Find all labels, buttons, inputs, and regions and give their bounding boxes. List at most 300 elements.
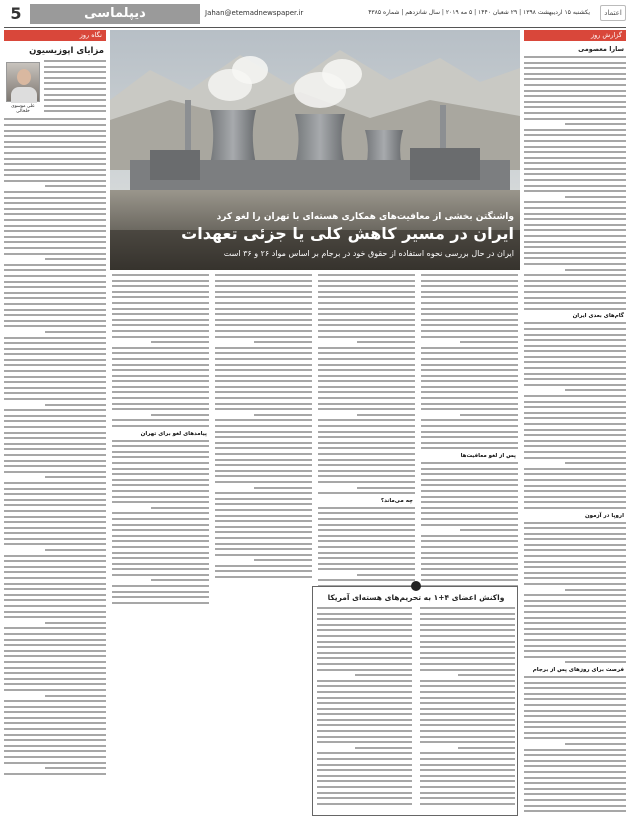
text-line [317, 635, 412, 637]
text-line [317, 607, 412, 609]
text-line [215, 369, 312, 371]
text-line [4, 130, 106, 132]
text-line [44, 60, 106, 62]
text-line [112, 496, 209, 498]
text-line [420, 724, 515, 726]
text-line [458, 747, 515, 749]
text-line [524, 429, 626, 431]
text-line [318, 447, 415, 449]
text-line [318, 347, 415, 349]
text-line [4, 560, 106, 562]
text-line [524, 583, 626, 585]
text-line [420, 629, 515, 631]
text-line [524, 760, 626, 762]
text-line [4, 174, 106, 176]
text-line [524, 527, 626, 529]
text-line [317, 758, 412, 760]
text-line [421, 557, 518, 559]
text-line [4, 320, 106, 322]
text-line [317, 803, 412, 805]
text-line [215, 324, 312, 326]
text-line [420, 764, 515, 766]
text-line [45, 258, 106, 260]
text-line [318, 419, 415, 421]
text-line [112, 479, 209, 481]
text-line [112, 557, 209, 559]
text-line [4, 471, 106, 473]
text-line [357, 574, 415, 576]
text-line [420, 786, 515, 788]
report-column [524, 44, 626, 816]
text-line [112, 369, 209, 371]
text-line [524, 656, 626, 658]
text-line [4, 532, 106, 534]
text-line [4, 364, 106, 366]
text-line [524, 788, 626, 790]
text-line [317, 786, 412, 788]
text-line [524, 140, 626, 142]
text-line [420, 713, 515, 715]
text-line [524, 101, 626, 103]
text-line [524, 628, 626, 630]
text-line [4, 180, 106, 182]
text-line [4, 253, 106, 255]
text-line [524, 522, 626, 524]
text-line [4, 566, 106, 568]
reactions-box [312, 586, 518, 816]
text-line [421, 552, 518, 554]
text-line [4, 700, 106, 702]
text-line [215, 431, 312, 433]
text-line [112, 280, 209, 282]
text-line [524, 417, 626, 419]
text-line [4, 281, 106, 283]
text-line [524, 291, 626, 293]
text-line [112, 375, 209, 377]
text-line [318, 518, 415, 520]
text-line [4, 437, 106, 439]
text-line [317, 713, 412, 715]
text-line [524, 682, 626, 684]
text-line [112, 445, 209, 447]
text-line [524, 179, 626, 181]
text-line [318, 568, 415, 570]
text-line [421, 579, 518, 581]
text-line [524, 84, 626, 86]
text-line [215, 347, 312, 349]
text-line [421, 425, 518, 427]
text-line [318, 274, 415, 276]
text-line [112, 574, 209, 576]
text-line [317, 792, 412, 794]
text-line [524, 280, 626, 282]
text-line [112, 336, 209, 338]
text-line [421, 484, 518, 486]
text-line [524, 676, 626, 678]
text-line [317, 669, 412, 671]
text-line [4, 639, 106, 641]
text-line [4, 661, 106, 663]
text-line [4, 510, 106, 512]
text-line [318, 431, 415, 433]
text-line [421, 285, 518, 287]
text-line [524, 112, 626, 114]
text-line [112, 451, 209, 453]
text-line [254, 341, 312, 343]
report-text-3 [524, 522, 626, 664]
text-line [215, 464, 312, 466]
text-line [317, 685, 412, 687]
text-line [421, 507, 518, 509]
article-subhead-3: پیامدهای لغو برای تهران [140, 430, 207, 437]
text-line [317, 652, 412, 654]
text-line [421, 501, 518, 503]
text-line [215, 386, 312, 388]
text-line [524, 106, 626, 108]
report-subhead-3: فرصت برای روزهای پس از برجام [532, 666, 624, 673]
text-line [524, 285, 626, 287]
text-line [318, 540, 415, 542]
text-line [215, 380, 312, 382]
text-line [4, 460, 106, 462]
opinion-text-body [4, 118, 106, 774]
text-line [4, 482, 106, 484]
text-line [317, 624, 412, 626]
text-line [45, 695, 106, 697]
text-line [421, 369, 518, 371]
text-line [318, 336, 415, 338]
text-line [420, 803, 515, 805]
text-line [421, 462, 518, 464]
text-line [112, 568, 209, 570]
text-line [4, 163, 106, 165]
text-line [420, 641, 515, 643]
text-line [524, 566, 626, 568]
text-line [460, 414, 518, 416]
text-line [318, 546, 415, 548]
article-subhead-1: پس از لغو معافیت‌ها [460, 453, 516, 459]
text-line [420, 680, 515, 682]
text-line [421, 473, 518, 475]
text-line [318, 557, 415, 559]
text-line [318, 529, 415, 531]
text-line [318, 391, 415, 393]
text-line [524, 622, 626, 624]
text-line [4, 269, 106, 271]
text-line [355, 674, 412, 676]
text-line [112, 330, 209, 332]
text-line [215, 481, 312, 483]
text-line [112, 391, 209, 393]
text-line [460, 529, 518, 531]
text-line [318, 492, 415, 494]
text-line [317, 680, 412, 682]
text-line [421, 280, 518, 282]
text-line [420, 775, 515, 777]
text-line [112, 529, 209, 531]
text-line [420, 736, 515, 738]
text-line [524, 134, 626, 136]
text-line [420, 752, 515, 754]
text-line [4, 135, 106, 137]
text-line [112, 540, 209, 542]
text-line [357, 341, 415, 343]
text-line [421, 375, 518, 377]
text-line [4, 381, 106, 383]
text-line [524, 617, 626, 619]
text-line [4, 706, 106, 708]
text-line [421, 419, 518, 421]
text-line [151, 579, 209, 581]
text-line [112, 563, 209, 565]
text-line [565, 589, 626, 591]
text-line [112, 380, 209, 382]
text-line [524, 328, 626, 330]
report-text-1 [524, 56, 626, 310]
text-line [421, 308, 518, 310]
text-line [112, 585, 209, 587]
text-line [4, 191, 106, 193]
text-line [151, 341, 209, 343]
masthead [0, 0, 630, 26]
text-line [565, 123, 626, 125]
report-subhead-2: اروپا در آزمون [584, 512, 624, 519]
text-line [4, 409, 106, 411]
text-line [4, 230, 106, 232]
text-line [524, 406, 626, 408]
text-line [112, 546, 209, 548]
text-line [524, 549, 626, 551]
left-column-tag: نگاه روز [4, 30, 106, 41]
text-line [421, 302, 518, 304]
text-line [524, 704, 626, 706]
text-line [4, 745, 106, 747]
text-line [215, 408, 312, 410]
text-line [524, 157, 626, 159]
text-line [524, 457, 626, 459]
text-line [44, 82, 106, 84]
text-line [524, 611, 626, 613]
text-line [524, 715, 626, 717]
text-line [318, 369, 415, 371]
text-line [4, 286, 106, 288]
text-line [420, 669, 515, 671]
text-line [318, 319, 415, 321]
text-line [4, 683, 106, 685]
text-line [215, 492, 312, 494]
text-line [421, 442, 518, 444]
text-line [318, 470, 415, 472]
text-line [421, 296, 518, 298]
text-line [420, 685, 515, 687]
text-line [420, 792, 515, 794]
text-line [318, 324, 415, 326]
text-line [524, 485, 626, 487]
text-line [318, 579, 415, 581]
text-line [215, 531, 312, 533]
text-line [112, 535, 209, 537]
text-line [421, 380, 518, 382]
text-line [317, 641, 412, 643]
text-line [4, 141, 106, 143]
text-line [4, 773, 106, 775]
text-line [112, 296, 209, 298]
text-line [421, 431, 518, 433]
text-line [318, 296, 415, 298]
contact-email[interactable]: Jahan@etemadnewspaper.ir [205, 9, 304, 17]
text-line [524, 56, 626, 58]
text-line [4, 588, 106, 590]
headline-overline: واشنگتن بخشی از معافیت‌های همکاری هسته‌ای با تهران را لغو کرد [216, 212, 514, 222]
text-line [215, 442, 312, 444]
text-line [215, 570, 312, 572]
text-line [4, 583, 106, 585]
text-line [112, 397, 209, 399]
text-line [524, 308, 626, 310]
text-line [318, 358, 415, 360]
text-line [420, 624, 515, 626]
text-line [524, 213, 626, 215]
text-line [524, 507, 626, 509]
text-line [420, 663, 515, 665]
text-line [4, 672, 106, 674]
text-line [421, 568, 518, 570]
text-line [524, 799, 626, 801]
text-line [524, 297, 626, 299]
text-line [317, 764, 412, 766]
text-line [421, 574, 518, 576]
text-line [254, 487, 312, 489]
text-line [112, 462, 209, 464]
text-line [4, 762, 106, 764]
article-column-3 [215, 274, 312, 816]
text-line [215, 548, 312, 550]
issue-info: یکشنبه ۱۵ اردیبهشت ۱۳۹۸ | ۲۹ شعبان ۱۴۴۰ | ۵ مه ۲۰۱۹ | سال شانزدهم | شماره ۴۳۸۵ [368, 9, 590, 16]
section-title: دیپلماسی [30, 4, 200, 24]
page-number: 5 [10, 4, 22, 23]
text-line [318, 512, 415, 514]
text-line [4, 678, 106, 680]
text-line [215, 296, 312, 298]
text-line [317, 736, 412, 738]
text-line [565, 462, 626, 464]
text-line [317, 769, 412, 771]
author-photo [6, 62, 40, 102]
text-line [420, 635, 515, 637]
text-line [4, 616, 106, 618]
article-body [112, 274, 518, 816]
text-line [112, 408, 209, 410]
text-line [524, 423, 626, 425]
text-line [4, 359, 106, 361]
text-line [421, 468, 518, 470]
text-line [112, 473, 209, 475]
text-line [215, 537, 312, 539]
text-line [524, 241, 626, 243]
text-line [524, 468, 626, 470]
text-line [524, 473, 626, 475]
text-line [4, 454, 106, 456]
text-line [524, 479, 626, 481]
text-line [317, 646, 412, 648]
text-line [112, 456, 209, 458]
text-line [215, 503, 312, 505]
text-line [112, 518, 209, 520]
text-line [421, 408, 518, 410]
right-column-tag: گزارش روز [524, 30, 626, 41]
text-line [318, 375, 415, 377]
opinion-text [44, 60, 106, 112]
text-line [318, 386, 415, 388]
text-line [4, 504, 106, 506]
text-line [4, 644, 106, 646]
text-line [524, 173, 626, 175]
text-line [317, 724, 412, 726]
text-line [524, 650, 626, 652]
text-line [524, 95, 626, 97]
text-line [420, 697, 515, 699]
text-line [318, 552, 415, 554]
text-line [524, 263, 626, 265]
text-line [524, 367, 626, 369]
text-line [44, 71, 106, 73]
text-line [524, 207, 626, 209]
text-line [318, 453, 415, 455]
text-line [524, 229, 626, 231]
text-line [318, 425, 415, 427]
text-line [215, 403, 312, 405]
text-line [112, 484, 209, 486]
text-line [357, 487, 415, 489]
text-line [421, 386, 518, 388]
text-line [357, 414, 415, 416]
text-line [254, 414, 312, 416]
text-line [4, 370, 106, 372]
text-line [4, 722, 106, 724]
text-line [421, 391, 518, 393]
text-line [112, 591, 209, 593]
text-line [4, 611, 106, 613]
text-line [4, 292, 106, 294]
text-line [317, 629, 412, 631]
text-line [112, 490, 209, 492]
text-line [4, 398, 106, 400]
text-line [112, 313, 209, 315]
text-line [45, 331, 106, 333]
text-line [4, 213, 106, 215]
text-line [317, 797, 412, 799]
text-line [317, 775, 412, 777]
text-line [4, 158, 106, 160]
text-line [215, 375, 312, 377]
text-line [524, 118, 626, 120]
text-line [112, 468, 209, 470]
text-line [4, 426, 106, 428]
text-line [421, 330, 518, 332]
text-line [524, 771, 626, 773]
text-line [420, 708, 515, 710]
text-line [565, 389, 626, 391]
text-line [420, 691, 515, 693]
text-line [524, 533, 626, 535]
text-line [524, 257, 626, 259]
text-line [420, 702, 515, 704]
text-line [318, 481, 415, 483]
text-line [45, 404, 106, 406]
text-line [421, 447, 518, 449]
text-line [4, 432, 106, 434]
text-line [318, 535, 415, 537]
